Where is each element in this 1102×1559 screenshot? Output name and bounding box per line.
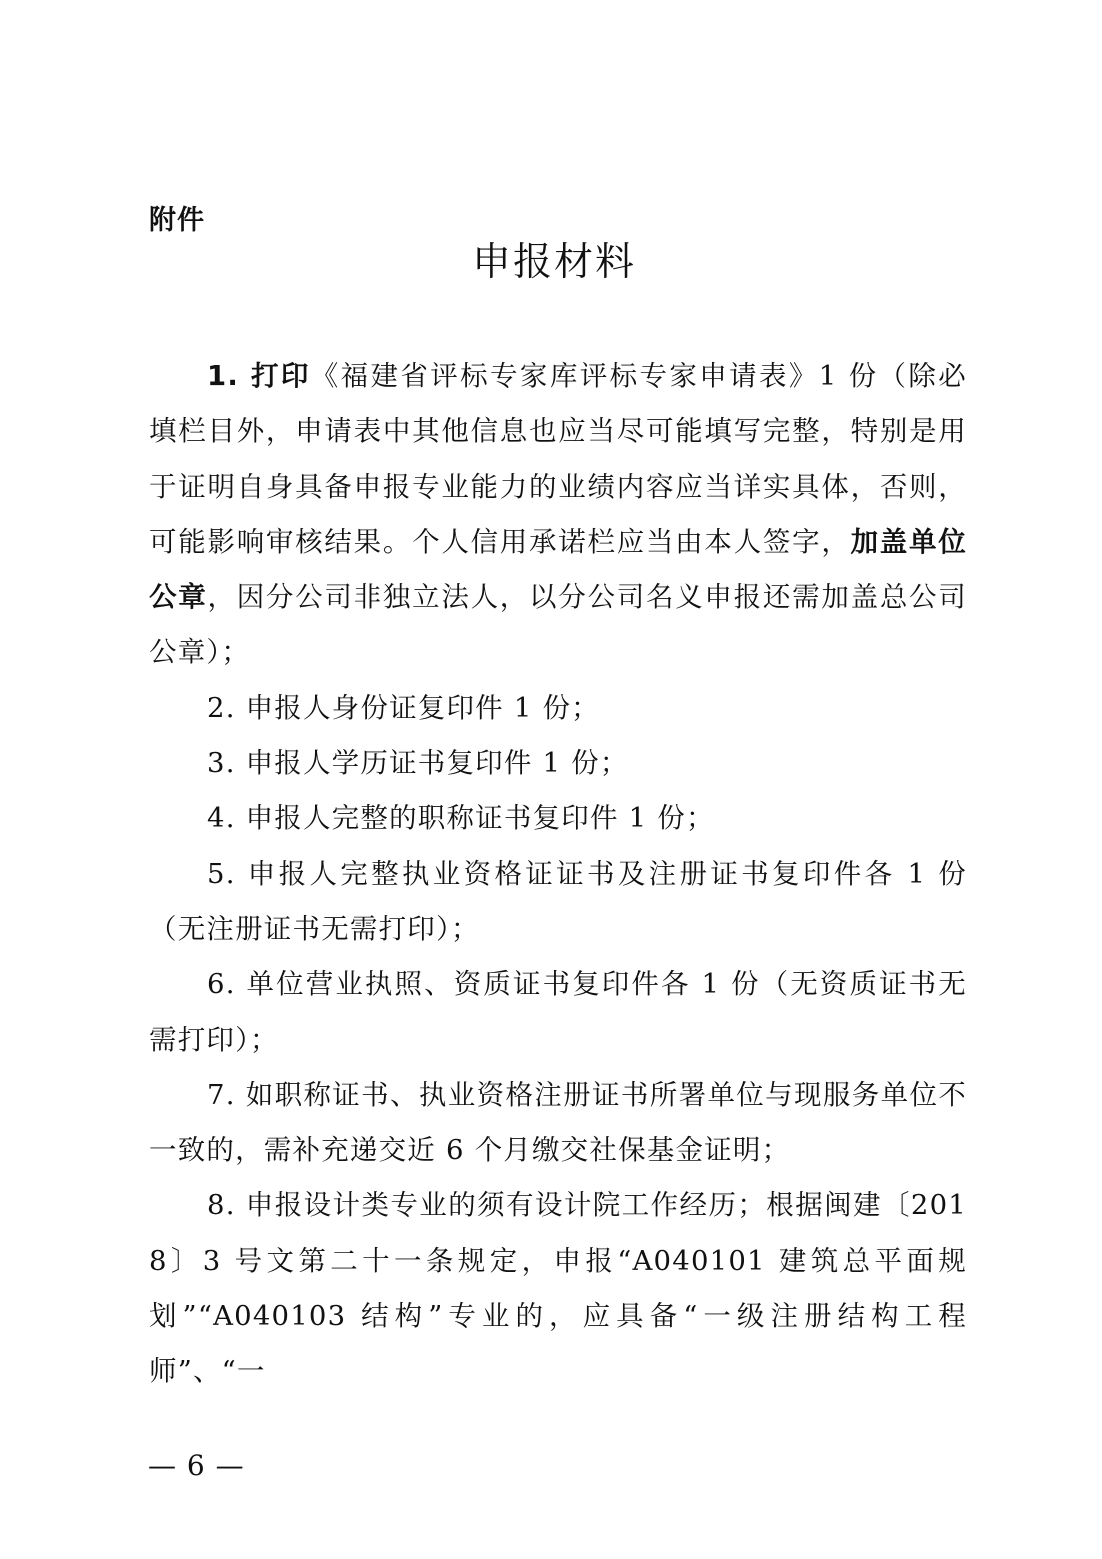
document-body	[149, 349, 967, 1400]
page-title: 申报材料	[471, 240, 636, 285]
list-item-2: 2. 申报人身份证复印件 1 份；	[207, 691, 600, 724]
attachment-label: 附件	[149, 205, 205, 236]
list-item-5: 5. 申报人完整执业资格证证书及注册证书复印件各 1 份（无注册证书无需打印）；	[149, 857, 967, 945]
list-item-7: 7. 如职称证书、执业资格注册证书所署单位与现服务单位不一致的，需补充递交近 6 个月缴交社保基金证明；	[149, 1078, 967, 1167]
item-1-emphasis: 加盖单位公章	[149, 525, 967, 614]
list-item-3: 3. 申报人学历证书复印件 1 份；	[207, 747, 629, 780]
list-item-6: 6. 单位营业执照、资质证书复印件各 1 份（无资质证书无需打印）；	[149, 968, 967, 1056]
item-1-lead: 1. 打印	[207, 360, 311, 392]
item-1-text-part1: 《福建省评标专家库评标专家申请表》1 份（除必填栏目外，申请表中其他信息也应当尽可能填写完整，特别是用于证明自身具备申报专业能力的业绩内容应当详实具体，否则，可能影响审核结果。个人信用承诺栏应当由本人签字，	[149, 360, 967, 558]
list-item-4: 4. 申报人完整的职称证书复印件 1 份；	[207, 802, 715, 835]
page-number: — 6 —	[148, 1449, 245, 1482]
list-item-1	[149, 349, 967, 681]
list-item-8: 8. 申报设计类专业的须有设计院工作经历；根据闽建〔2018〕3 号文第二十一条规定，申报“A040101 建筑总平面规划”“A040103 结构”专业的，应具备“一级注册结构工程师”、“一	[149, 1189, 967, 1388]
item-1-text-part2: ，因分公司非独立法人，以分公司名义申报还需加盖总公司公章）；	[149, 581, 967, 669]
